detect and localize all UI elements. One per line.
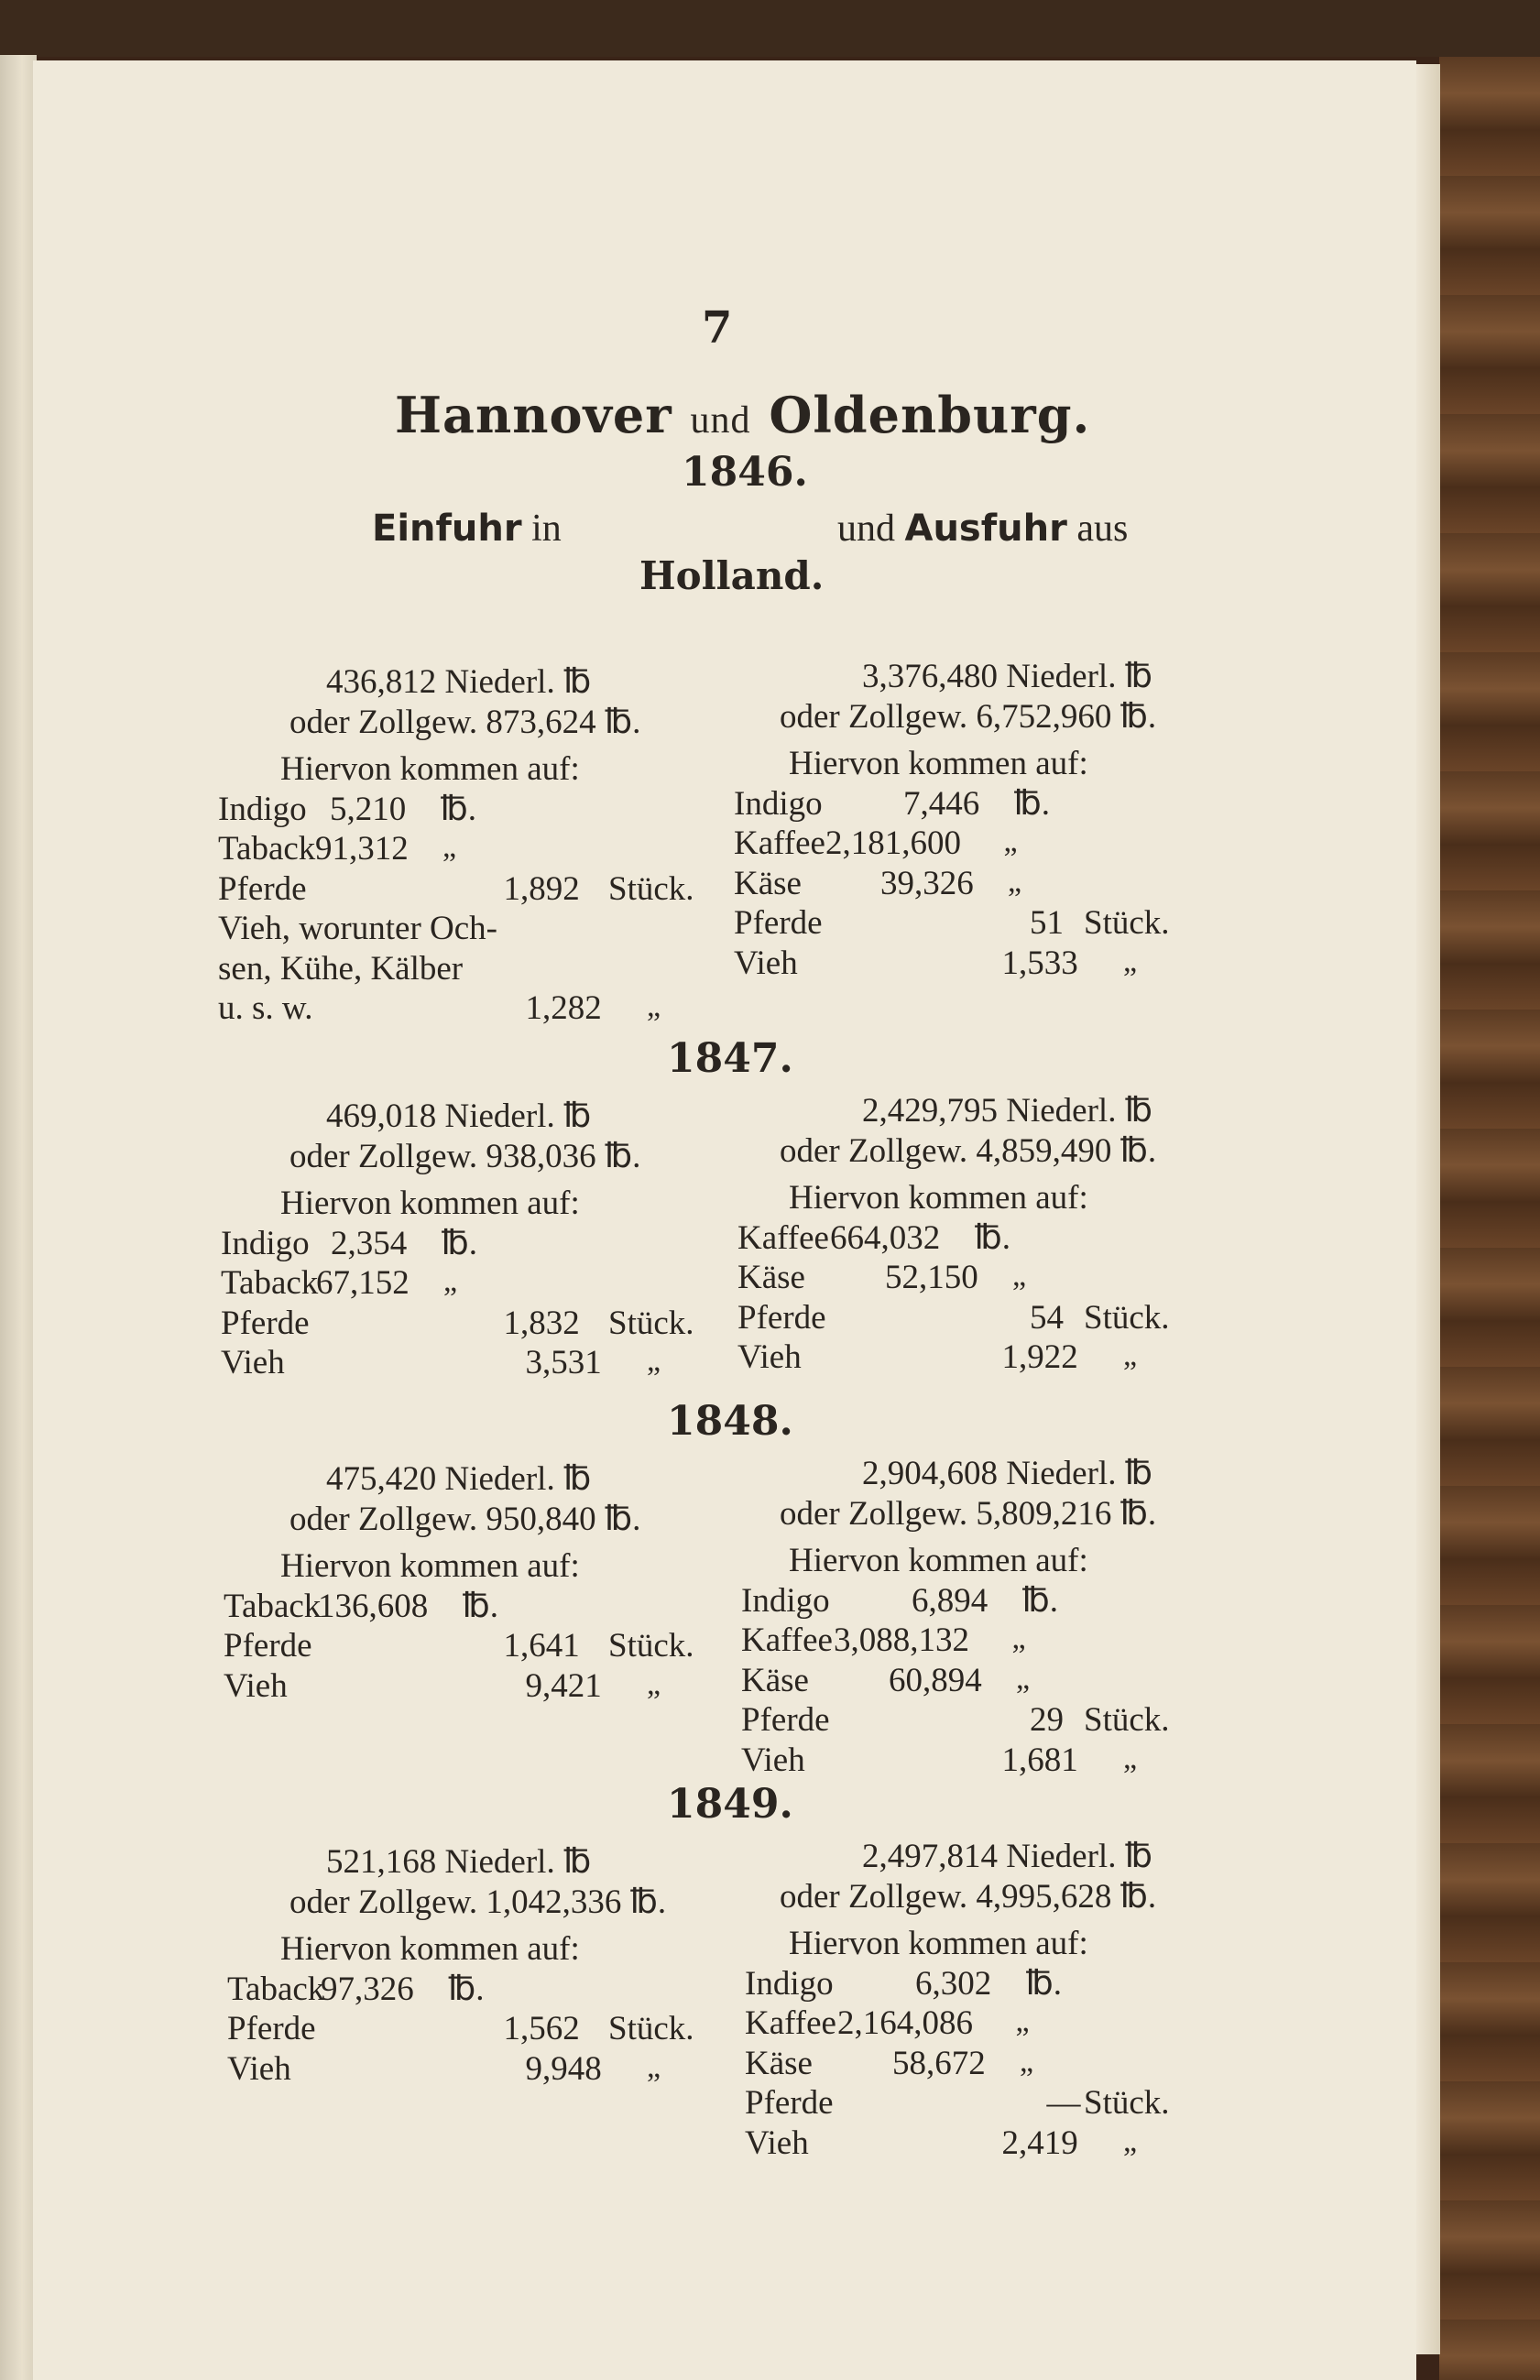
page-number: 7 [702, 302, 733, 354]
import-item-unit: Stück. [608, 1627, 694, 1665]
export-item-unit: ℔. [1025, 1964, 1063, 2003]
import-item-unit: ℔. [462, 1587, 499, 1625]
import-item-value: 2,354 [331, 1224, 408, 1262]
import-item-name: Indigo [218, 790, 307, 828]
import-item-value: 136,608 [318, 1587, 429, 1625]
import-item-name: Pferde [227, 2010, 316, 2047]
import-zollgewicht: oder Zollgew. 950,840 ℔. [289, 1500, 641, 1538]
export-item-name: Käse [737, 1259, 805, 1296]
import-zollgewicht: oder Zollgew. 873,624 ℔. [289, 703, 641, 741]
import-item-value: 9,948 [525, 2049, 602, 2088]
title-und: und [690, 399, 751, 442]
import-item-unit: „ [647, 1344, 661, 1378]
import-total: 521,168 Niederl. ℔ [326, 1843, 592, 1881]
import-item-unit: „ [442, 830, 457, 864]
und-label: und [837, 508, 895, 550]
export-item-unit: ℔. [1021, 1581, 1059, 1620]
export-item-name: Vieh [737, 1338, 802, 1376]
export-hiervon: Hiervon kommen auf: [789, 1542, 1088, 1579]
import-item-name: u. s. w. [218, 989, 313, 1027]
import-item-value: 1,892 [503, 869, 580, 908]
import-item-name: Taback [227, 1970, 325, 2008]
ausfuhr-header [837, 509, 1128, 548]
export-item-value: 39,326 [880, 864, 974, 902]
import-total: 475,420 Niederl. ℔ [326, 1460, 592, 1498]
title-oldenburg: Oldenburg. [769, 386, 1091, 444]
country-holland: Holland. [639, 553, 825, 598]
export-item-name: Kaffee [745, 2004, 836, 2042]
export-total: 2,429,795 Niederl. ℔ [862, 1092, 1152, 1130]
page-title [395, 386, 1091, 444]
export-total: 2,904,608 Niederl. ℔ [862, 1455, 1152, 1492]
import-item-value: 97,326 [321, 1970, 414, 2008]
export-item-value: 2,419 [1001, 2123, 1078, 2162]
import-item-unit: Stück. [608, 869, 694, 908]
export-item-name: Käse [734, 864, 802, 902]
export-item-unit: „ [1020, 2044, 1034, 2079]
export-item-value: 3,088,132 [834, 1621, 969, 1659]
export-item-unit: „ [1015, 2004, 1030, 2038]
previous-page-edge [0, 55, 37, 2380]
import-hiervon: Hiervon kommen auf: [280, 750, 580, 788]
export-zollgewicht: oder Zollgew. 5,809,216 ℔. [780, 1494, 1157, 1533]
import-item-unit: „ [647, 2049, 661, 2084]
import-item-value: 1,282 [525, 989, 602, 1027]
export-item-unit: „ [1011, 1621, 1026, 1655]
import-item-name: Pferde [221, 1304, 310, 1342]
einfuhr-header [372, 509, 562, 548]
export-zollgewicht: oder Zollgew. 4,995,628 ℔. [780, 1877, 1157, 1916]
import-hiervon: Hiervon kommen auf: [280, 1930, 580, 1968]
export-item-value: 58,672 [892, 2044, 986, 2082]
import-item-unit: Stück. [608, 1304, 694, 1342]
import-item-value: 1,562 [503, 2010, 580, 2047]
export-item-name: Pferde [734, 904, 823, 942]
export-item-value: 6,894 [912, 1581, 988, 1620]
import-zollgewicht: oder Zollgew. 1,042,336 ℔. [289, 1883, 667, 1921]
export-item-value: 2,164,086 [837, 2004, 973, 2042]
import-item-unit: „ [647, 989, 661, 1023]
import-item-name: Taback [224, 1587, 322, 1625]
import-item-unit: ℔. [440, 790, 477, 828]
export-item-value: 29 [1030, 1701, 1064, 1739]
import-item-value: 9,421 [525, 1666, 602, 1705]
export-item-value: 664,032 [830, 1218, 941, 1257]
export-item-unit: Stück. [1084, 904, 1170, 942]
import-item-value: 1,641 [503, 1627, 580, 1665]
export-item-name: Kaffee [734, 824, 825, 862]
import-item-name: Vieh [221, 1344, 285, 1381]
export-item-unit: „ [1008, 864, 1022, 899]
export-item-value: 1,533 [1001, 944, 1078, 982]
export-item-value: 54 [1030, 1298, 1064, 1337]
import-item-value: 1,832 [503, 1304, 580, 1342]
import-item-name: Pferde [224, 1627, 312, 1665]
in-label: in [531, 508, 562, 550]
import-item-name: Pferde [218, 869, 307, 908]
export-zollgewicht: oder Zollgew. 4,859,490 ℔. [780, 1131, 1157, 1170]
export-hiervon: Hiervon kommen auf: [789, 745, 1088, 782]
export-item-name: Pferde [745, 2084, 834, 2122]
export-item-value: — [1046, 2084, 1081, 2122]
export-item-name: Kaffee [737, 1218, 829, 1257]
import-item-unit: „ [443, 1264, 458, 1298]
export-item-unit: Stück. [1084, 1298, 1170, 1337]
book-cover-right [1439, 57, 1540, 2380]
export-item-name: Vieh [741, 1741, 805, 1779]
year-heading: 1848. [667, 1398, 793, 1445]
import-item-value: 67,152 [316, 1264, 410, 1302]
book-page [33, 60, 1416, 2380]
export-item-value: 1,681 [1001, 1741, 1078, 1779]
export-item-name: Vieh [734, 944, 798, 982]
import-zollgewicht: oder Zollgew. 938,036 ℔. [289, 1137, 641, 1175]
export-item-value: 51 [1030, 904, 1064, 942]
export-item-value: 2,181,600 [825, 824, 961, 862]
import-total: 469,018 Niederl. ℔ [326, 1097, 592, 1135]
import-item-unit: Stück. [608, 2010, 694, 2047]
aus-label: aus [1076, 508, 1129, 550]
export-item-name: Pferde [741, 1701, 830, 1739]
export-item-name: Kaffee [741, 1621, 833, 1659]
import-item-unit: ℔. [441, 1224, 478, 1262]
import-item-name: Vieh [227, 2049, 291, 2088]
export-item-name: Indigo [734, 784, 823, 823]
export-item-name: Indigo [745, 1964, 834, 2003]
import-item-unit: „ [647, 1666, 661, 1701]
export-item-value: 6,302 [915, 1964, 992, 2003]
export-item-unit: „ [1123, 944, 1138, 978]
export-item-name: Käse [745, 2044, 813, 2082]
export-hiervon: Hiervon kommen auf: [789, 1179, 1088, 1217]
export-item-value: 52,150 [885, 1259, 978, 1296]
import-total: 436,812 Niederl. ℔ [326, 663, 592, 701]
export-item-unit: Stück. [1084, 2084, 1170, 2122]
export-total: 2,497,814 Niederl. ℔ [862, 1838, 1152, 1875]
ausfuhr-label: Ausfuhr [904, 508, 1067, 550]
import-item-value: 3,531 [525, 1344, 602, 1381]
export-item-unit: „ [1012, 1259, 1027, 1293]
year-heading: 1846. [682, 449, 808, 496]
export-item-unit: „ [1123, 1741, 1138, 1775]
title-hannover: Hannover [395, 386, 672, 444]
import-item-name: Taback [218, 830, 316, 868]
einfuhr-label: Einfuhr [372, 508, 522, 550]
import-item-name: sen, Kühe, Kälber [218, 949, 464, 988]
book-cover-top [0, 0, 1540, 57]
export-item-unit: „ [1123, 1338, 1138, 1372]
export-item-value: 60,894 [889, 1661, 982, 1699]
import-hiervon: Hiervon kommen auf: [280, 1547, 580, 1585]
export-item-name: Pferde [737, 1298, 826, 1337]
export-item-unit: „ [1003, 824, 1018, 858]
export-item-name: Indigo [741, 1581, 830, 1620]
import-item-name: Vieh [224, 1666, 288, 1705]
import-item-name: Taback [221, 1264, 319, 1302]
export-item-name: Käse [741, 1661, 809, 1699]
export-item-unit: Stück. [1084, 1701, 1170, 1739]
import-item-value: 91,312 [315, 830, 409, 868]
import-item-name: Vieh, worunter Och- [218, 910, 497, 947]
import-hiervon: Hiervon kommen auf: [280, 1185, 580, 1222]
import-item-unit: ℔. [448, 1970, 485, 2008]
export-item-value: 1,922 [1001, 1338, 1078, 1376]
export-hiervon: Hiervon kommen auf: [789, 1925, 1088, 1962]
export-item-unit: „ [1016, 1661, 1031, 1696]
export-item-name: Vieh [745, 2123, 809, 2162]
import-item-value: 5,210 [330, 790, 407, 828]
export-item-unit: „ [1123, 2123, 1138, 2158]
export-item-value: 7,446 [903, 784, 980, 823]
year-heading: 1847. [667, 1035, 793, 1082]
import-item-name: Indigo [221, 1224, 310, 1262]
export-zollgewicht: oder Zollgew. 6,752,960 ℔. [780, 697, 1157, 736]
export-item-unit: ℔. [974, 1218, 1011, 1257]
export-item-unit: ℔. [1013, 784, 1051, 823]
year-heading: 1849. [667, 1781, 793, 1828]
export-total: 3,376,480 Niederl. ℔ [862, 658, 1152, 695]
